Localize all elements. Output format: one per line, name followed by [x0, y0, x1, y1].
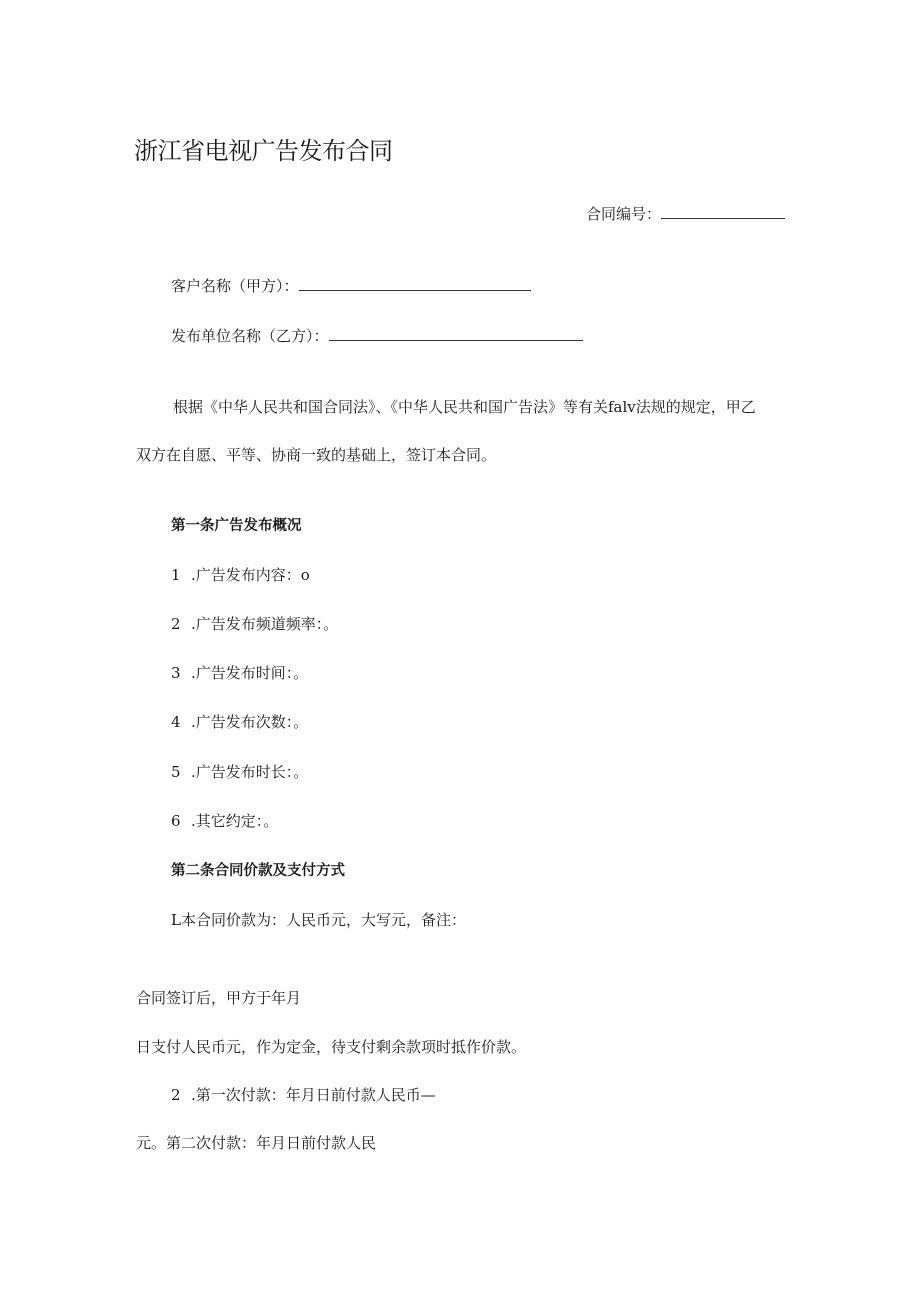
list-item [171, 614, 338, 634]
list-item [171, 811, 278, 831]
list-item-number: 2 [171, 615, 181, 633]
intro-paragraph-line-2: 双方在自愿、平等、协商一致的基础上，签订本合同。 [136, 446, 497, 464]
client-name-label: 客户名称（甲方）： [171, 277, 299, 295]
price-line: L本合同价款为：人民币元，大写元，备注： [171, 911, 466, 929]
list-item-text: .广告发布频道频率：。 [191, 615, 339, 633]
contract-number-row [586, 204, 785, 224]
payment-item-number: 2 [171, 1086, 181, 1104]
list-item-number: 3 [171, 664, 181, 682]
article-1-heading: 第一条广告发布概况 [171, 518, 302, 534]
publisher-name-blank [329, 326, 583, 341]
deposit-line-1: 合同签订后，甲方于年月 [136, 989, 302, 1007]
payment-item-text: .第一次付款：年月日前付款人民币— [191, 1086, 436, 1104]
contract-number-label: 合同编号： [586, 205, 662, 223]
list-item-text: .广告发布次数：。 [191, 713, 309, 731]
list-item-number: 4 [171, 713, 181, 731]
list-item [171, 663, 308, 683]
payment-line-last: 元。第二次付款：年月日前付款人民 [136, 1134, 377, 1152]
payment-item-2 [171, 1085, 436, 1105]
deposit-line-2: 日支付人民币元，作为定金，待支付剩余款项时抵作价款。 [136, 1038, 527, 1056]
publisher-name-row [171, 326, 583, 346]
list-item-number: 1 [171, 566, 181, 584]
list-item-text: .广告发布时长：。 [191, 763, 309, 781]
list-item-text: .广告发布内容：o [191, 566, 310, 584]
contract-number-blank [661, 204, 785, 219]
list-item-number: 6 [171, 812, 181, 830]
client-name-blank [299, 276, 531, 291]
list-item-text: .其它约定：。 [191, 812, 279, 830]
list-item [171, 712, 308, 732]
publisher-name-label: 发布单位名称（乙方）： [171, 327, 329, 345]
client-name-row [171, 276, 531, 296]
document-title: 浙江省电视广告发布合同 [134, 137, 393, 165]
list-item [171, 762, 308, 782]
article-2-heading: 第二条合同价款及支付方式 [171, 863, 345, 879]
list-item-number: 5 [171, 763, 181, 781]
intro-paragraph-line-1: 根据《中华人民共和国合同法》、《中华人民共和国广告法》等有关falv法规的规定，甲乙 [173, 398, 756, 416]
list-item [171, 565, 310, 585]
list-item-text: .广告发布时间：。 [191, 664, 309, 682]
